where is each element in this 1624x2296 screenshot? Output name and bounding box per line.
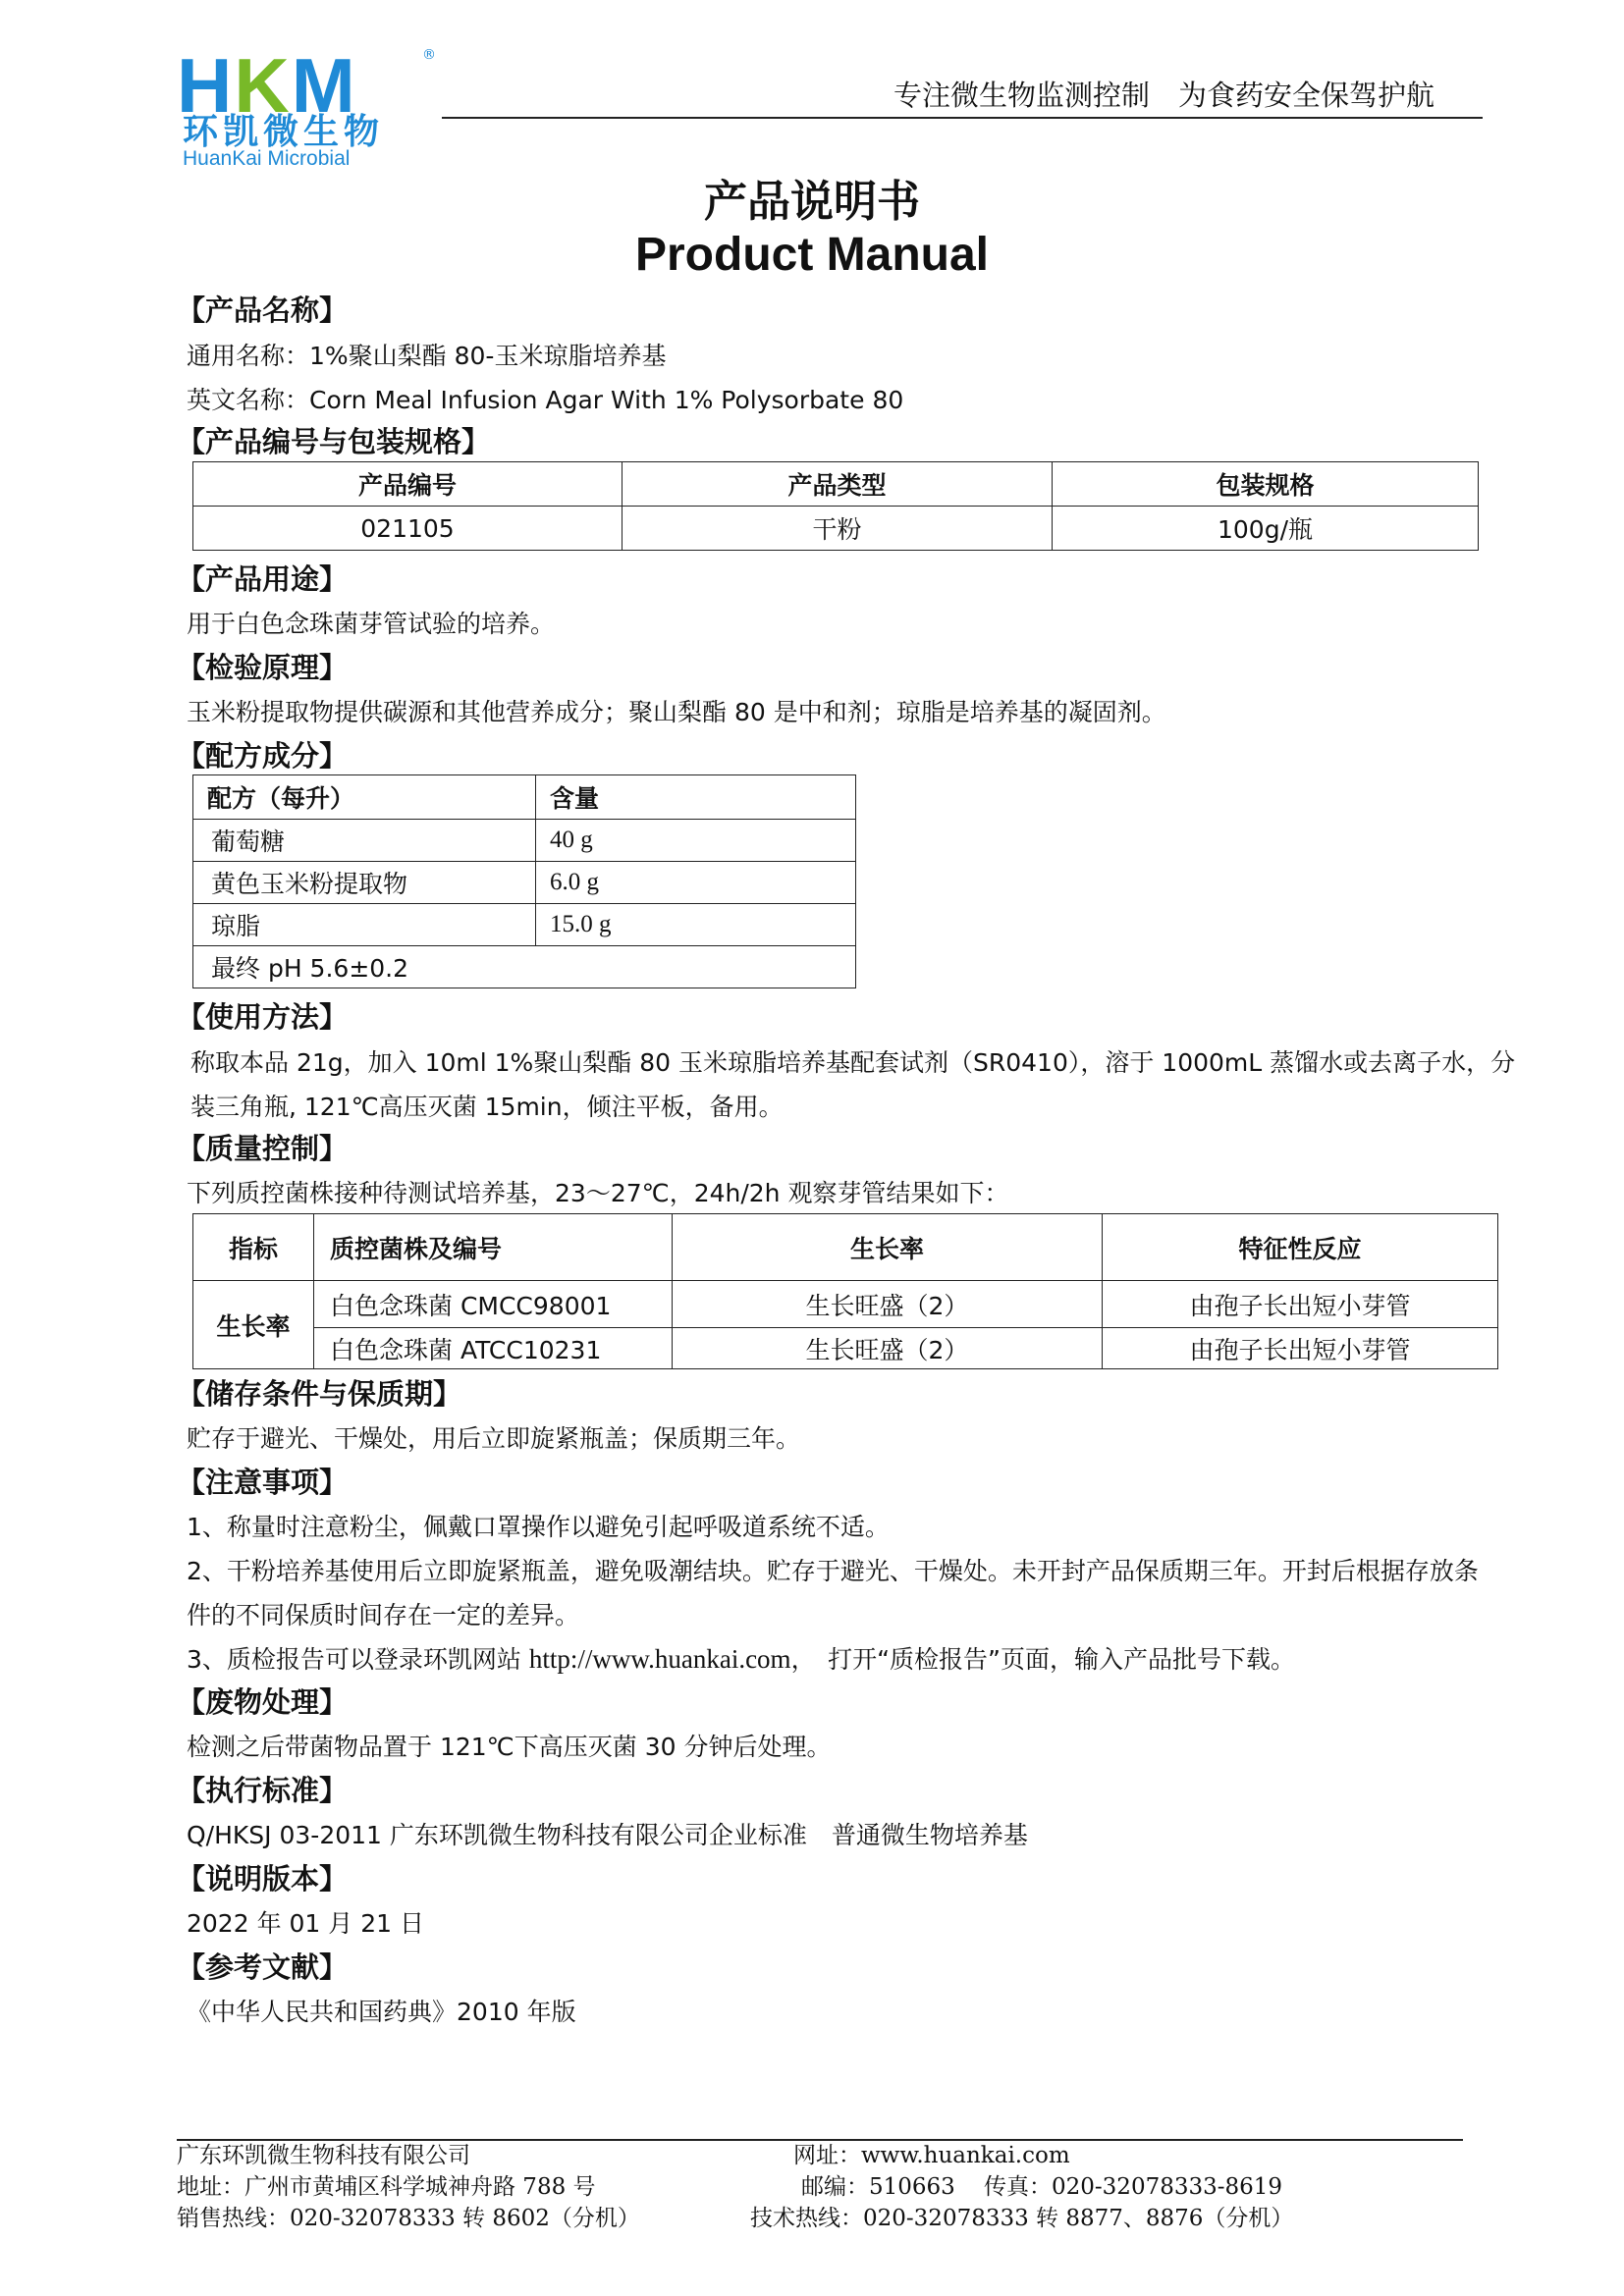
ingredient-name: 琼脂 <box>193 904 536 946</box>
formula-table <box>192 774 856 988</box>
qc-growth: 生长旺盛（2） <box>673 1281 1103 1328</box>
table-row <box>193 507 1479 551</box>
section-heading-notes: 【注意事项】 <box>177 1466 349 1499</box>
refs-text: 《中华人民共和国药典》2010 年版 <box>187 1998 576 2026</box>
english-name: 英文名称：Corn Meal Infusion Agar With 1% Polysorbate 80 <box>187 386 904 414</box>
section-heading-method: 【使用方法】 <box>177 1000 349 1034</box>
qc-intro: 下列质控菌株接种待测试培养基，23～27℃，24h/2h 观察芽管结果如下： <box>187 1179 1009 1207</box>
ingredient-amount: 6.0 g <box>536 862 856 904</box>
table-header-row <box>193 462 1479 507</box>
table-header-row <box>193 775 856 820</box>
note-3 <box>187 1642 1295 1677</box>
code-table <box>192 461 1479 551</box>
table-header-row <box>193 1214 1498 1281</box>
section-heading-standard: 【执行标准】 <box>177 1774 349 1807</box>
section-heading-refs: 【参考文献】 <box>177 1950 349 1984</box>
ingredient-name: 葡萄糖 <box>193 820 536 862</box>
table-header-cell: 产品编号 <box>193 462 623 507</box>
waste-text: 检测之后带菌物品置于 121℃下高压灭菌 30 分钟后处理。 <box>187 1733 832 1761</box>
logo-english-name: HuanKai Microbial <box>183 147 351 170</box>
principle-text: 玉米粉提取物提供碳源和其他营养成分；聚山梨酯 80 是中和剂；琼脂是培养基的凝固剂。 <box>187 698 1166 726</box>
footer-tech-hotline: 技术热线：020-32078333 转 8877、8876（分机） <box>750 2206 1294 2231</box>
header-divider <box>442 117 1483 119</box>
page-title-cn: 产品说明书 <box>704 177 920 227</box>
qc-indicator: 生长率 <box>193 1281 314 1369</box>
package-spec: 100g/瓶 <box>1053 507 1479 551</box>
section-heading-version: 【说明版本】 <box>177 1862 349 1896</box>
table-row <box>193 1328 1498 1369</box>
logo-letter-h: H <box>177 42 235 129</box>
footer-website[interactable]: 网址：www.huankai.com <box>793 2143 1070 2168</box>
table-header-cell: 指标 <box>193 1214 314 1281</box>
note-1: 1、称量时注意粉尘，佩戴口罩操作以避免引起呼吸道系统不适。 <box>187 1513 890 1541</box>
general-name: 通用名称：1%聚山梨酯 80-玉米琼脂培养基 <box>187 342 667 370</box>
table-header-cell: 特征性反应 <box>1103 1214 1498 1281</box>
table-row <box>193 946 856 988</box>
method-text-line1: 称取本品 21g，加入 10ml 1%聚山梨酯 80 玉米琼脂培养基配套试剂（SR0410），溶于 1000mL 蒸馏水或去离子水，分 <box>190 1048 1516 1077</box>
product-type: 干粉 <box>623 507 1053 551</box>
page-title-en: Product Manual <box>634 229 990 281</box>
note-2-line1: 2、干粉培养基使用后立即旋紧瓶盖，避免吸潮结块。贮存于避光、干燥处。未开封产品保质期三年。开封后根据存放条 <box>187 1557 1479 1585</box>
table-row <box>193 820 856 862</box>
storage-text: 贮存于避光、干燥处，用后立即旋紧瓶盖；保质期三年。 <box>187 1424 801 1453</box>
logo-letter-k: K <box>234 42 292 129</box>
product-code: 021105 <box>193 507 623 551</box>
qc-reaction: 由孢子长出短小芽管 <box>1103 1281 1498 1328</box>
table-header-cell: 质控菌株及编号 <box>314 1214 673 1281</box>
qc-table <box>192 1213 1498 1369</box>
table-row <box>193 862 856 904</box>
section-heading-storage: 【储存条件与保质期】 <box>177 1377 462 1411</box>
registered-icon: ® <box>422 47 436 63</box>
final-ph: 最终 pH 5.6±0.2 <box>193 946 856 988</box>
table-header-cell: 含量 <box>536 775 856 820</box>
section-heading-code: 【产品编号与包装规格】 <box>177 425 491 458</box>
note-3-text-end: ， 打开“质检报告”页面，输入产品批号下载。 <box>790 1645 1295 1674</box>
logo-chinese-name: 环凯微生物 <box>183 112 385 152</box>
qc-strain: 白色念珠菌 CMCC98001 <box>314 1281 673 1328</box>
qc-reaction: 由孢子长出短小芽管 <box>1103 1328 1498 1369</box>
ingredient-amount: 40 g <box>536 820 856 862</box>
footer-postcode: 邮编：510663 <box>801 2174 955 2200</box>
logo-letter-m: M <box>291 42 357 129</box>
footer-fax: 传真：020-32078333-8619 <box>984 2174 1283 2200</box>
use-text: 用于白色念珠菌芽管试验的培养。 <box>187 610 556 638</box>
table-row <box>193 904 856 946</box>
table-header-cell: 产品类型 <box>623 462 1053 507</box>
table-row <box>193 1281 1498 1328</box>
qc-strain: 白色念珠菌 ATCC10231 <box>314 1328 673 1369</box>
section-heading-name: 【产品名称】 <box>177 294 349 327</box>
ingredient-name: 黄色玉米粉提取物 <box>193 862 536 904</box>
footer-company: 广东环凯微生物科技有限公司 <box>177 2143 470 2168</box>
note-2-line2: 件的不同保质时间存在一定的差异。 <box>187 1601 580 1629</box>
ingredient-amount: 15.0 g <box>536 904 856 946</box>
header-slogan: 专注微生物监测控制 为食药安全保驾护航 <box>893 79 1435 112</box>
method-text-line2: 装三角瓶, 121℃高压灭菌 15min，倾注平板，备用。 <box>190 1093 784 1121</box>
section-heading-principle: 【检验原理】 <box>177 651 349 684</box>
section-heading-waste: 【废物处理】 <box>177 1685 349 1719</box>
website-link[interactable]: http://www.huankai.com <box>528 1644 791 1674</box>
section-heading-formula: 【配方成分】 <box>177 739 349 773</box>
section-heading-qc: 【质量控制】 <box>177 1132 349 1165</box>
standard-text: Q/HKSJ 03-2011 广东环凯微生物科技有限公司企业标准 普通微生物培养基 <box>187 1821 1028 1849</box>
footer-address: 地址：广州市黄埔区科学城神舟路 788 号 <box>177 2174 596 2200</box>
table-header-cell: 配方（每升） <box>193 775 536 820</box>
section-heading-use: 【产品用途】 <box>177 562 349 596</box>
qc-growth: 生长旺盛（2） <box>673 1328 1103 1369</box>
version-text: 2022 年 01 月 21 日 <box>187 1909 424 1938</box>
note-3-text: 3、质检报告可以登录环凯网站 <box>187 1645 529 1674</box>
table-header-cell: 包装规格 <box>1053 462 1479 507</box>
table-header-cell: 生长率 <box>673 1214 1103 1281</box>
footer-sales-hotline: 销售热线：020-32078333 转 8602（分机） <box>177 2206 640 2231</box>
